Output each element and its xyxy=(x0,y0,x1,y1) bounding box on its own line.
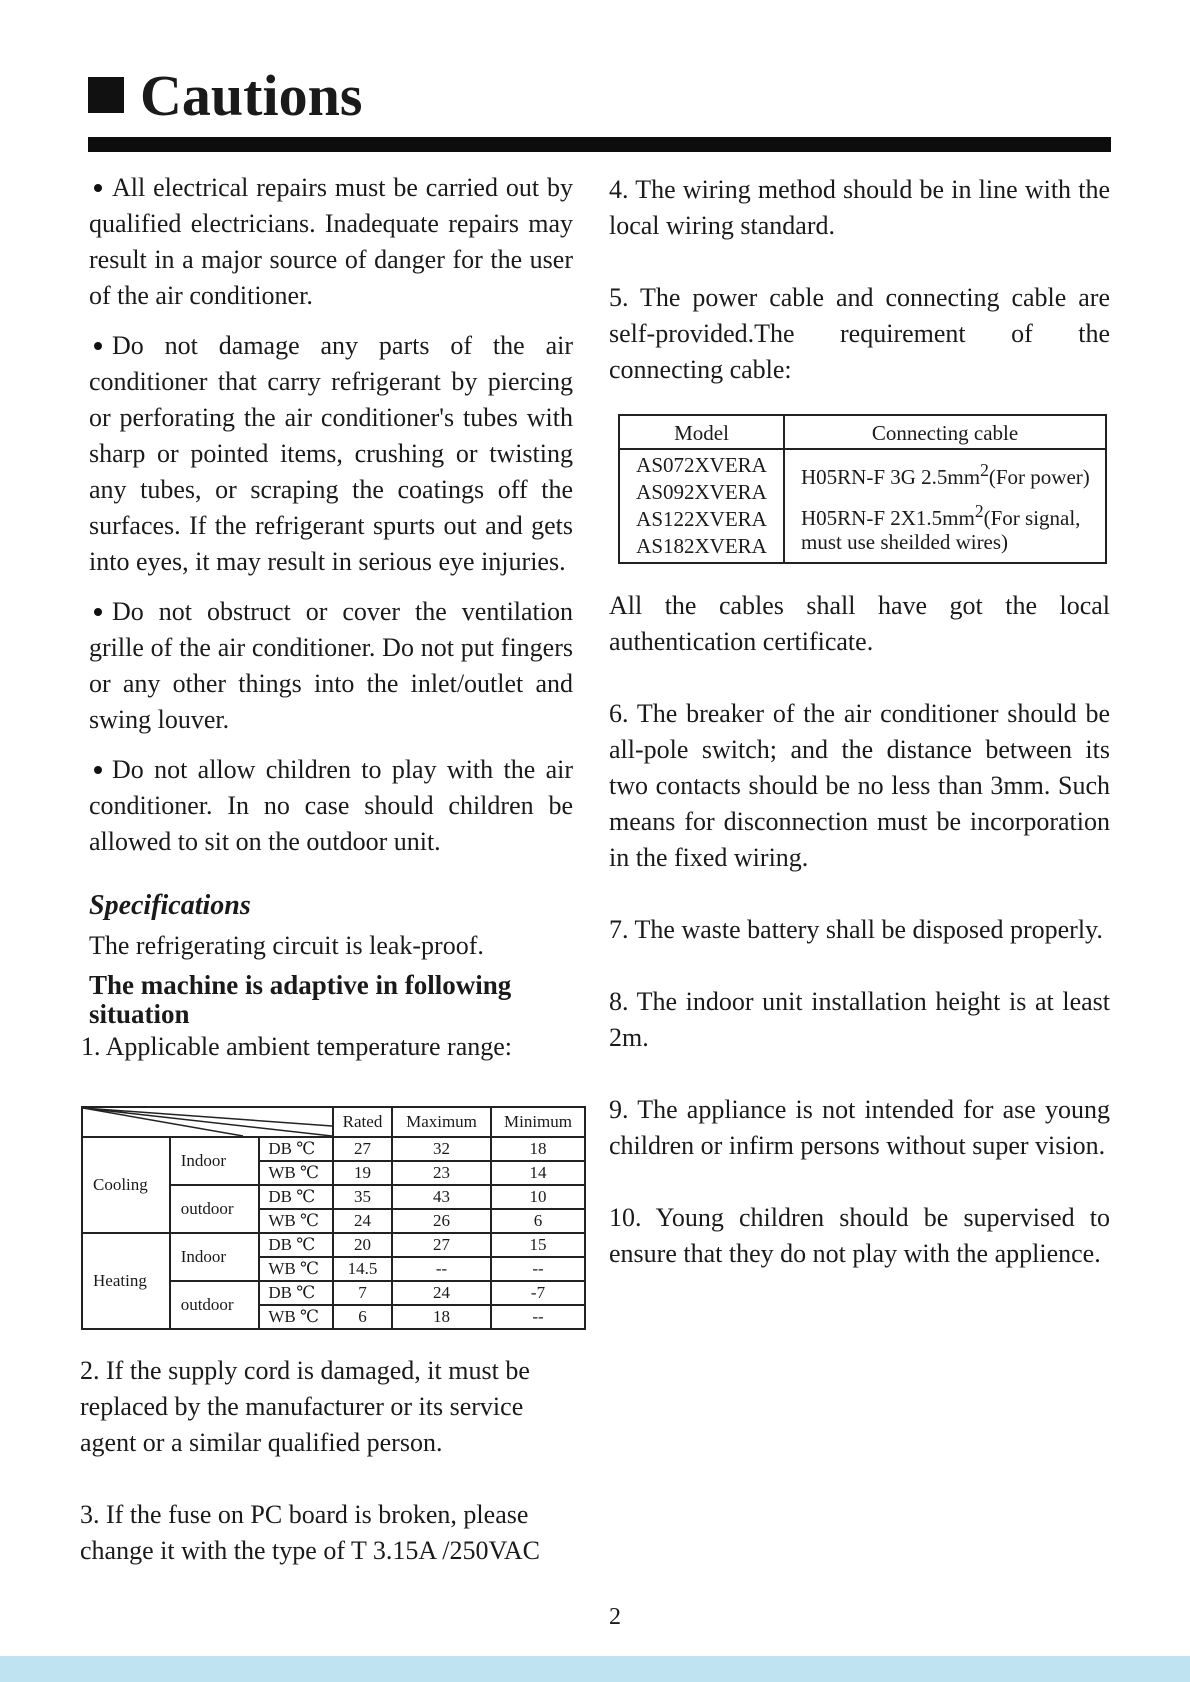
location-indoor: Indoor xyxy=(170,1137,260,1185)
item-7: 7. The waste battery shall be disposed properly. xyxy=(609,915,1103,944)
left-column xyxy=(81,170,573,1065)
row-unit: DB ℃ xyxy=(259,1185,333,1209)
row-unit: WB ℃ xyxy=(259,1305,333,1329)
model-item: AS182XVERA xyxy=(636,534,767,558)
page-number: 2 xyxy=(609,1604,621,1630)
cell-rated: 24 xyxy=(333,1209,392,1233)
diagonal-lines xyxy=(83,1108,332,1136)
authentication-text: All the cables shall have got the local authentication certificate. xyxy=(609,591,1110,656)
cell-min: 15 xyxy=(491,1233,585,1257)
header-model: Model xyxy=(619,415,784,449)
cell-max: 26 xyxy=(392,1209,491,1233)
item-10: 10. Young children should be supervised to ensure that they do not play with the applience. xyxy=(609,1203,1110,1268)
location-outdoor: outdoor xyxy=(170,1281,260,1329)
cell-min: -7 xyxy=(491,1281,585,1305)
title-rule xyxy=(88,137,1111,152)
row-unit: WB ℃ xyxy=(259,1209,333,1233)
caution-bullet: Do not allow children to play with the air conditioner. In no case should children be allowed to sit on the outdoor unit. xyxy=(89,755,573,856)
specifications-heading: Specifications xyxy=(89,890,251,921)
item-4: 4. The wiring method should be in line with the local wiring standard. xyxy=(609,175,1110,240)
square-bullet-icon xyxy=(88,77,124,113)
row-unit: DB ℃ xyxy=(259,1233,333,1257)
model-item: AS092XVERA xyxy=(636,480,767,504)
diagonal-header-cell xyxy=(82,1107,333,1137)
item-5: 5. The power cable and connecting cable are self-provided.The requirement of the connecting cable: xyxy=(609,283,1110,384)
cell-max: 27 xyxy=(392,1233,491,1257)
cell-max: 18 xyxy=(392,1305,491,1329)
item-9: 9. The appliance is not intended for ase young children or infirm persons without super vision. xyxy=(609,1095,1110,1160)
item-3: 3. If the fuse on PC board is broken, please change it with the type of T 3.15A /250VAC xyxy=(80,1500,541,1565)
model-item: AS122XVERA xyxy=(636,507,767,531)
adaptive-heading: The machine is adaptive in following situation xyxy=(89,970,512,1029)
page-title-text: Cautions xyxy=(140,63,363,128)
cell-rated: 7 xyxy=(333,1281,392,1305)
footer-band xyxy=(0,1656,1190,1682)
temperature-table xyxy=(81,1106,586,1330)
cell-rated: 14.5 xyxy=(333,1257,392,1281)
cell-rated: 35 xyxy=(333,1185,392,1209)
cell-max: 32 xyxy=(392,1137,491,1161)
temp-range-title: 1. Applicable ambient temperature range: xyxy=(81,1032,512,1061)
cell-min: 18 xyxy=(491,1137,585,1161)
location-indoor: Indoor xyxy=(170,1233,260,1281)
bullet-dot-icon xyxy=(94,608,102,616)
cell-min: -- xyxy=(491,1305,585,1329)
bullet-dot-icon xyxy=(94,766,102,774)
cell-rated: 6 xyxy=(333,1305,392,1329)
cell-min: 14 xyxy=(491,1161,585,1185)
bullet-dot-icon xyxy=(94,184,102,192)
cell-rated: 20 xyxy=(333,1233,392,1257)
cell-rated: 19 xyxy=(333,1161,392,1185)
bullet-dot-icon xyxy=(94,342,102,350)
group-cooling: Cooling xyxy=(82,1137,170,1233)
header-minimum: Minimum xyxy=(491,1107,585,1137)
right-column xyxy=(609,172,1110,1272)
caution-bullet: All electrical repairs must be carried out by qualified electricians. Inadequate repairs may result in a major source of danger for the user of the air conditioner. xyxy=(89,173,573,310)
location-outdoor: outdoor xyxy=(170,1185,260,1233)
item-2: 2. If the supply cord is damaged, it must be replaced by the manufacturer or its service agent or a similar qualified person. xyxy=(80,1356,530,1457)
group-heating: Heating xyxy=(82,1233,170,1329)
item-6: 6. The breaker of the air conditioner should be all-pole switch; and the distance between its two contacts should be no less than 3mm. Such means for disconnection must be incorporation in the fixed wiring. xyxy=(609,699,1110,872)
caution-bullet: Do not obstruct or cover the ventilation grille of the air conditioner. Do not put fingers or any other things into the inlet/outlet and swing louver. xyxy=(89,597,573,734)
leak-proof-text: The refrigerating circuit is leak-proof. xyxy=(89,931,484,960)
cable-spec xyxy=(784,449,1106,563)
left-numbered-items xyxy=(80,1353,583,1569)
header-connecting-cable: Connecting cable xyxy=(784,415,1106,449)
cell-max: 24 xyxy=(392,1281,491,1305)
row-unit: WB ℃ xyxy=(259,1161,333,1185)
row-unit: DB ℃ xyxy=(259,1137,333,1161)
page-title xyxy=(88,58,362,134)
row-unit: DB ℃ xyxy=(259,1281,333,1305)
caution-bullet: Do not damage any parts of the air conditioner that carry refrigerant by piercing or perforating the air conditioner's tubes with sharp or pointed items, crushing or twisting any tubes, or scraping the coatings off the surfaces. If the refrigerant spurts out and gets into eyes, it may result in serious eye injuries. xyxy=(89,331,573,576)
model-item: AS072XVERA xyxy=(636,453,767,477)
item-8: 8. The indoor unit installation height is at least 2m. xyxy=(609,987,1110,1052)
cell-rated: 27 xyxy=(333,1137,392,1161)
connecting-cable-table xyxy=(618,414,1107,564)
power-cable: H05RN-F 3G $2.5mm^2(For$ power) xyxy=(801,460,1090,489)
signal-cable: H05RN-F $2X1.5mm^2(For$ signal, xyxy=(801,501,1081,530)
header-maximum: Maximum xyxy=(392,1107,491,1137)
cell-min: -- xyxy=(491,1257,585,1281)
signal-cable-note: must use sheilded wires) xyxy=(801,530,1009,554)
cell-max: 23 xyxy=(392,1161,491,1185)
row-unit: WB ℃ xyxy=(259,1257,333,1281)
header-rated: Rated xyxy=(333,1107,392,1137)
model-list xyxy=(619,449,784,563)
cell-min: 10 xyxy=(491,1185,585,1209)
cell-max: 43 xyxy=(392,1185,491,1209)
cell-min: 6 xyxy=(491,1209,585,1233)
cell-max: -- xyxy=(392,1257,491,1281)
